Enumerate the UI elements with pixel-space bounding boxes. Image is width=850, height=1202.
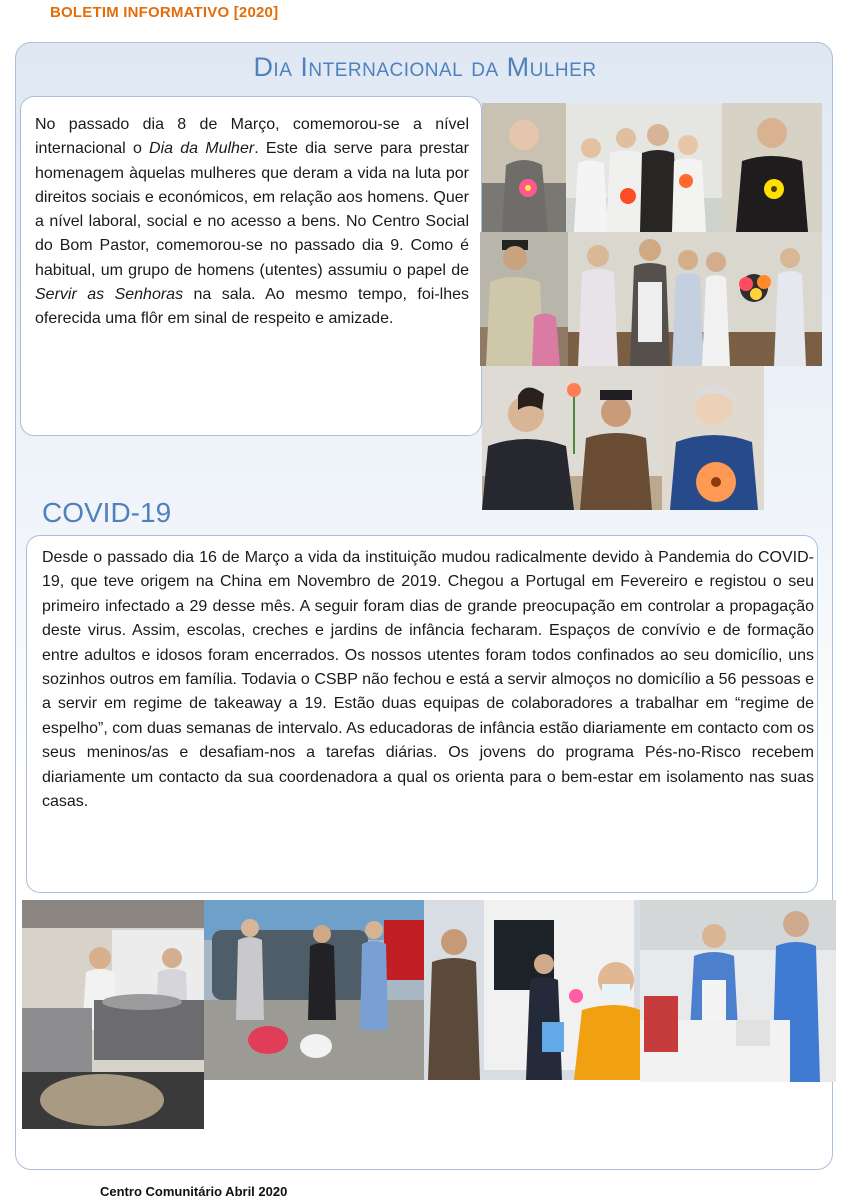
footer-text: Centro Comunitário Abril 2020 [100,1184,288,1199]
photo-men-serving-aprons [568,232,822,366]
womens-day-paragraph: No passado dia 8 de Março, comemorou-se a nível internacional o Dia da Mulher. Este dia serve para prestar homenagem àquelas mulheres que deram a vida na luta por direitos sociais e económicos, em relação aos homens. Quer a nível laboral, social e no acesso a bens. No Centro Social do Bom Pastor, comemorou-se no passado dia 9. Como é habitual, um grupo de homens (utentes) assumiu o papel de Servir as Senhoras na sala. Ao mesmo tempo, foi-lhes oferecida uma flôr em sinal de respeito e amizade. [35,116,469,328]
newsletter-header: BOLETIM INFORMATIVO [2020] [50,4,279,21]
photo-woman-receiving-flower [482,366,662,510]
covid-paragraph: Desde o passado dia 16 de Março a vida da instituição mudou radicalmente devido à Pandemia do COVID-19, que teve origem na China em Novembro de 2019. Chegou a Portugal em Fevereiro e registou o seu primeiro infectado a 29 desse mês. A seguir foram dias de grande preocupação em controlar a propagação deste virus. Assim, escolas, creches e jardins de infância fecharam. Espaços de convívio e de formação entre adultos e idosos foram encerrados. Os nossos utentes foram todos confinados ao seu domicílio, uns sozinhos outros em família. Todavia o CSBP não fechou e está a servir almoços no domicílio a 56 pessoas e a servir em regime de takeaway a 19. Estão duas equipas de colaboradores a trabalhar em “regime de espelho”, com duas semanas de intervalo. As educadoras de infância estão diariamente em contacto com os seus meninos/as e desafiam-nos a tarefas diárias. Os jovens do programa Pés-no-Risco recebem diariamente um contacto da sua coordenadora a qual os orienta para o bem-estar em isolamento nas suas casas. [42,549,814,811]
photo-woman-with-flower [482,103,566,232]
photo-group-with-flowers [566,103,722,232]
photo-kitchen-cooks [22,900,204,1129]
photo-staff-van [424,900,640,1080]
photo-staff-preparing-meals [640,900,836,1082]
photo-elderly-woman-gerbera [662,366,764,510]
photo-man-with-cap [480,232,568,366]
section-title-covid: COVID-19 [42,497,172,528]
emphasis-servir-as-senhoras: Servir as Senhoras [35,286,184,304]
section-title-womens-day: Dia Internacional da Mulher [253,52,597,82]
photo-takeaway-delivery [204,900,424,1080]
photo-woman-yellow-flower [722,103,822,232]
emphasis-dia-da-mulher: Dia da Mulher [149,140,255,158]
